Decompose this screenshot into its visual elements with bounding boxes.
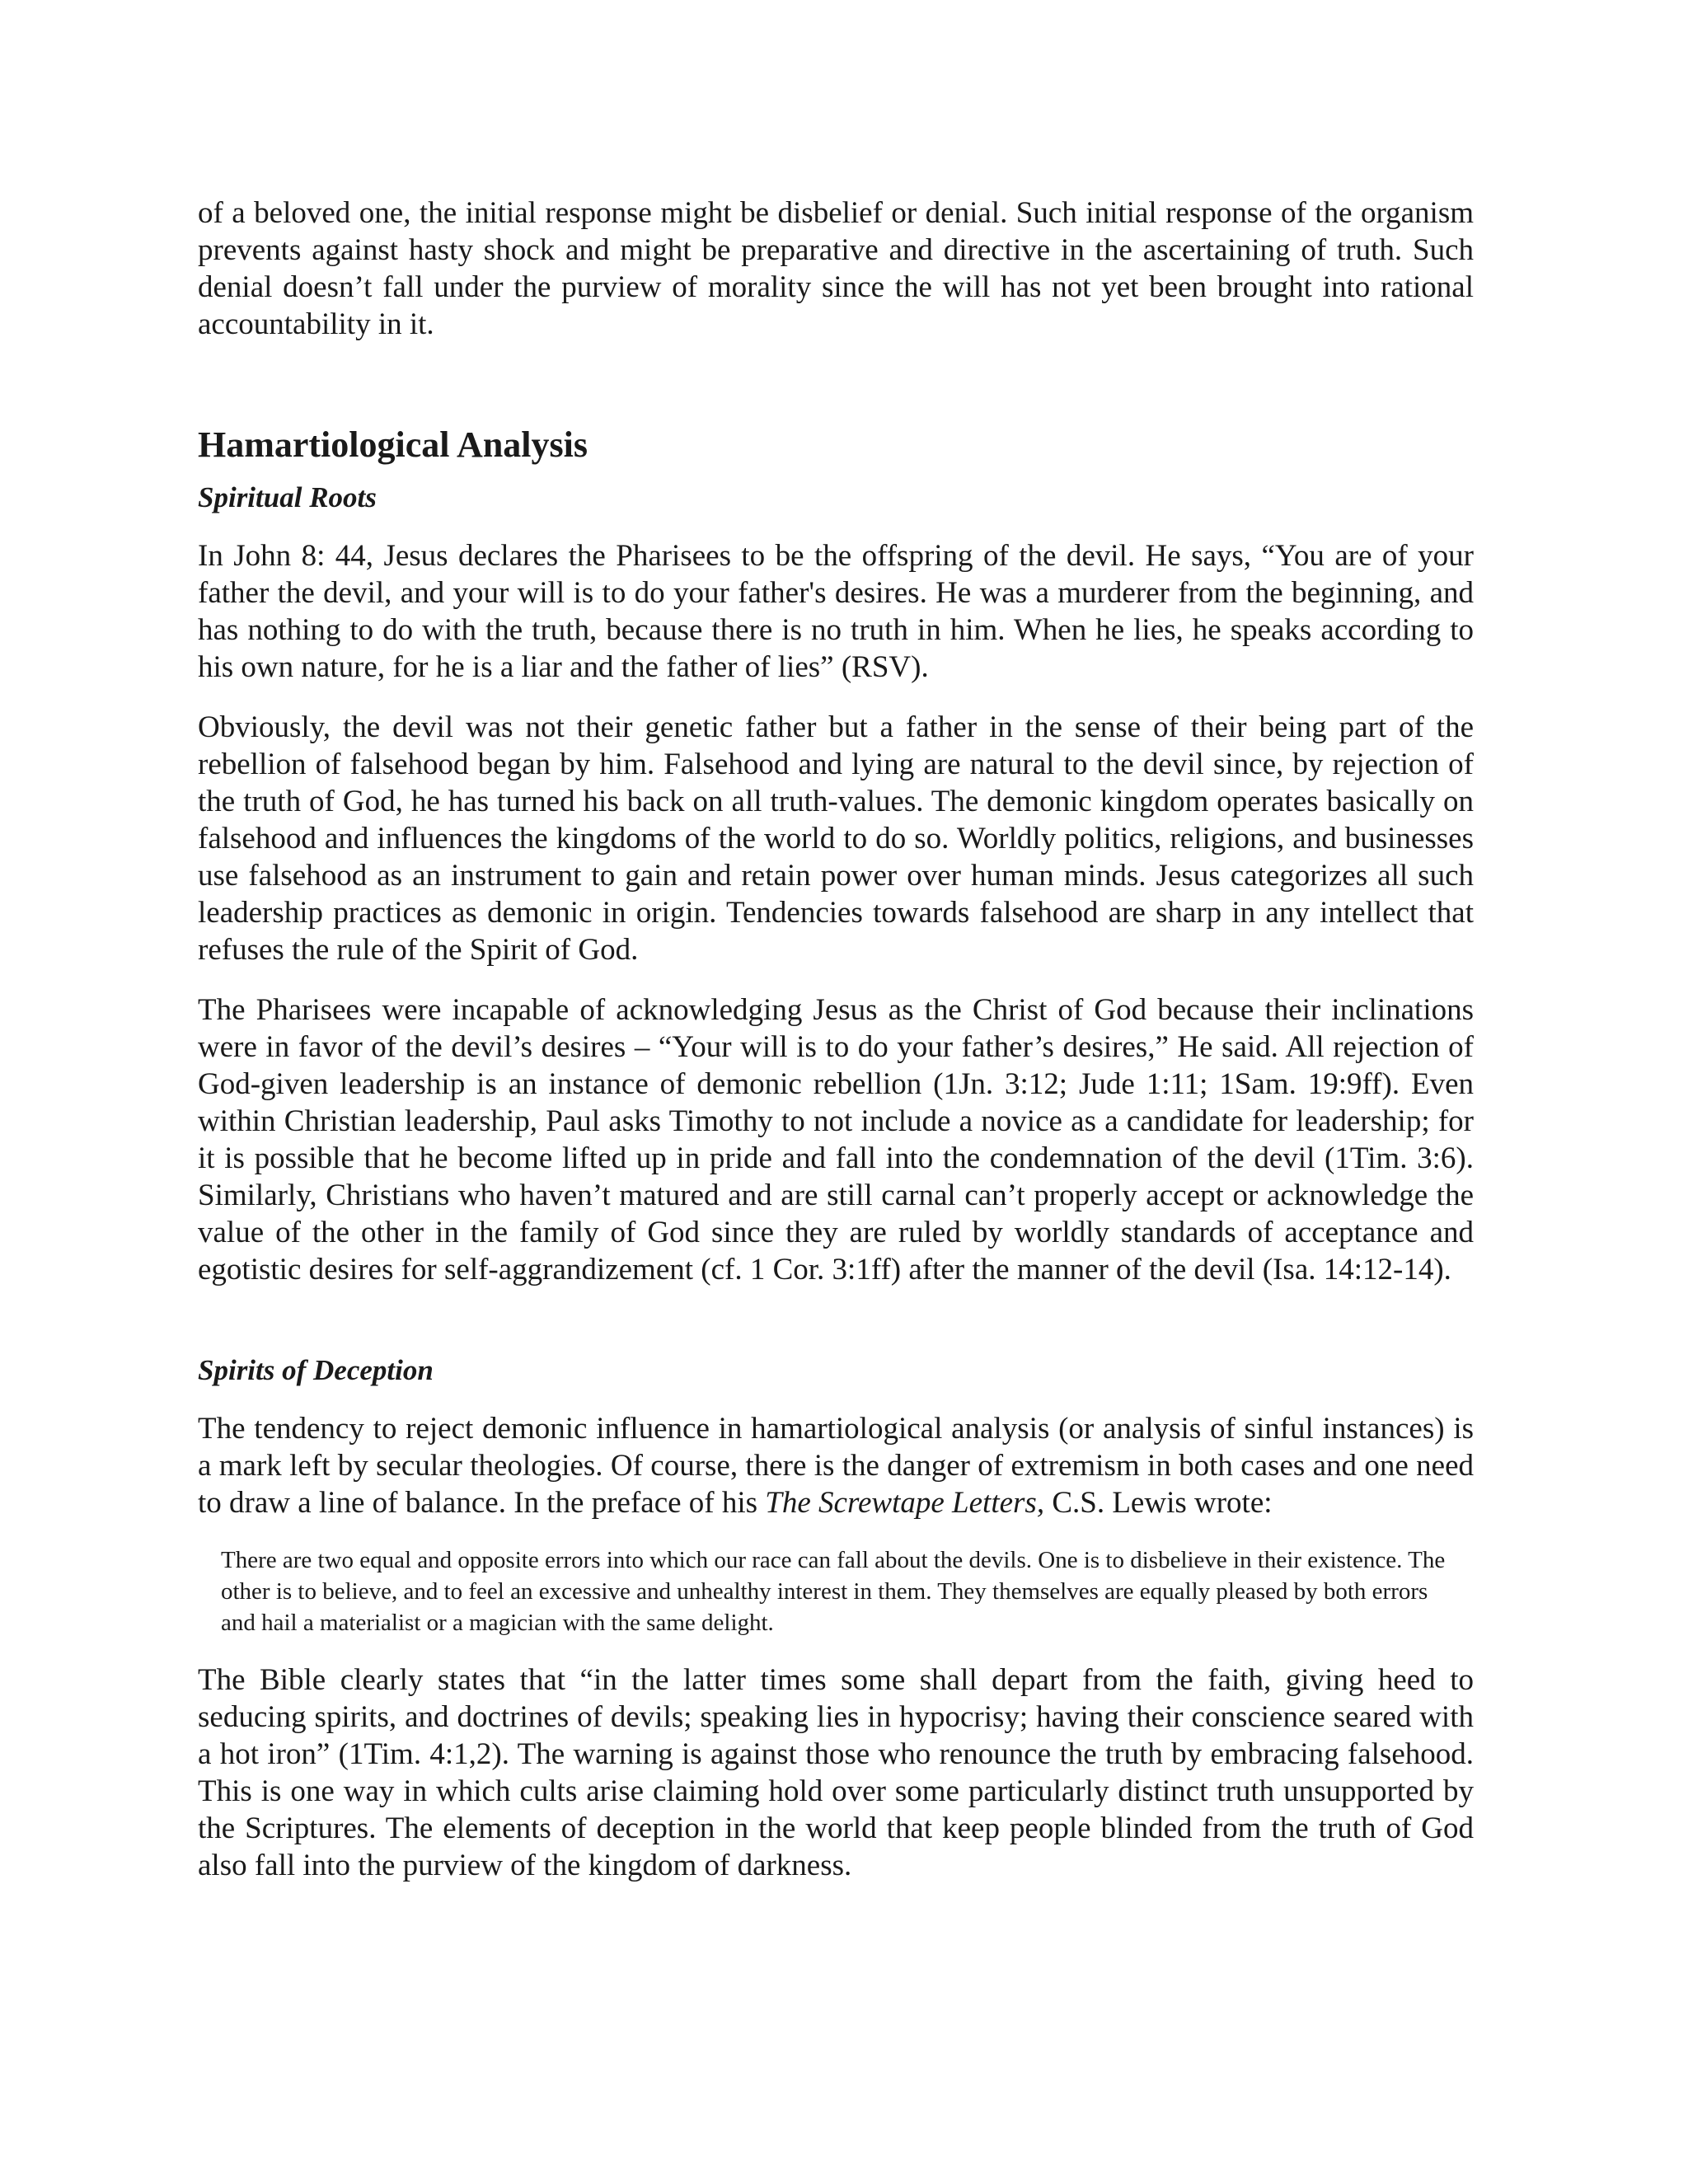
subheading-spirits-of-deception: Spirits of Deception	[198, 1354, 434, 1386]
deception-paragraph-1-tail: C.S. Lewis wrote:	[1044, 1486, 1273, 1520]
spiritual-roots-paragraph-3: The Pharisees were incapable of acknowledging Jesus as the Christ of God because their inclinations were in favor of the devil’s desires – “Your will is to do your father’s desires,” He said. All rejection of God-given leadership is an instance of demonic rebellion (1Jn. 3:12; Jude 1:11; 1Sam. 19:9ff). Even within Christian leadership, Paul asks Timothy to not include a novice as a candidate for leadership; for it is possible that he become lifted up in pride and fall into the condemnation of the devil (1Tim. 3:6). Similarly, Christians who haven’t matured and are still carnal can’t properly accept or acknowledge the value of the other in the family of God since they are ruled by worldly standards of acceptance and egotistic desires for self-aggrandizement (cf. 1 Cor. 3:1ff) after the manner of the devil (Isa. 14:12-14).	[198, 993, 1474, 1286]
deception-paragraph-1-text: The tendency to reject demonic influence in hamartiological analysis (or analysis of sinful instances) is a mark left by secular theologies. Of course, there is the danger of extremism in both cases and one need to draw a line of balance. In the preface of his	[198, 1412, 1474, 1520]
spacer	[198, 516, 1474, 537]
intro-paragraph: of a beloved one, the initial response might be disbelief or denial. Such initial response of the organism prevents against hasty shock and might be preparative and directive in the ascertaining of truth. Such denial doesn’t fall under the purview of morality since the will has not yet been brought into rational accountability in it.	[198, 196, 1474, 341]
spacer	[198, 1389, 1474, 1410]
block-quote: There are two equal and opposite errors into which our race can fall about the devils. One is to disbelieve in their existence. The other is to believe, and to feel an excessive and unhealthy interest in them. They themselves are equally pleased by both errors and hail a materialist or a magician with the same delight.	[221, 1547, 1446, 1636]
spiritual-roots-paragraph-1: In John 8: 44, Jesus declares the Pharisees to be the offspring of the devil. He says, “You are of your father the devil, and your will is to do your father's desires. He was a murderer from the beginning, and has nothing to do with the truth, because there is no truth in him. When he lies, he speaks according to his own nature, for he is a liar and the father of lies” (RSV).	[198, 539, 1474, 684]
spacer	[198, 466, 1474, 480]
deception-paragraph-2: The Bible clearly states that “in the latter times some shall depart from the faith, giving heed to seducing spirits, and doctrines of devils; speaking lies in hypocrisy; having their conscience seared with a hot iron” (1Tim. 4:1,2). The warning is against those who renounce the truth by embracing falsehood. This is one way in which cults arise claiming hold over some particularly distinct truth unsupported by the Scriptures. The elements of deception in the world that keep people blinded from the truth of God also fall into the purview of the kingdom of darkness.	[198, 1663, 1474, 1882]
subheading-spiritual-roots: Spiritual Roots	[198, 481, 377, 513]
book-title: The Screwtape Letters,	[765, 1486, 1045, 1520]
section-spacer	[198, 343, 1474, 424]
spiritual-roots-paragraph-2: Obviously, the devil was not their genetic father but a father in the sense of their being part of the rebellion of falsehood began by him. Falsehood and lying are natural to the devil since, by rejection of the truth of God, he has turned his back on all truth-values. The demonic kingdom operates basically on falsehood and influences the kingdoms of the world to do so. Worldly politics, religions, and businesses use falsehood as an instrument to gain and retain power over human minds. Jesus categorizes all such leadership practices as demonic in origin. Tendencies towards falsehood are sharp in any intellect that refuses the rule of the Spirit of God.	[198, 710, 1474, 967]
section-title: Hamartiological Analysis	[198, 424, 588, 465]
document-page	[198, 194, 1474, 1907]
deception-paragraph-1	[198, 1410, 1474, 1521]
section-spacer	[198, 1288, 1474, 1352]
